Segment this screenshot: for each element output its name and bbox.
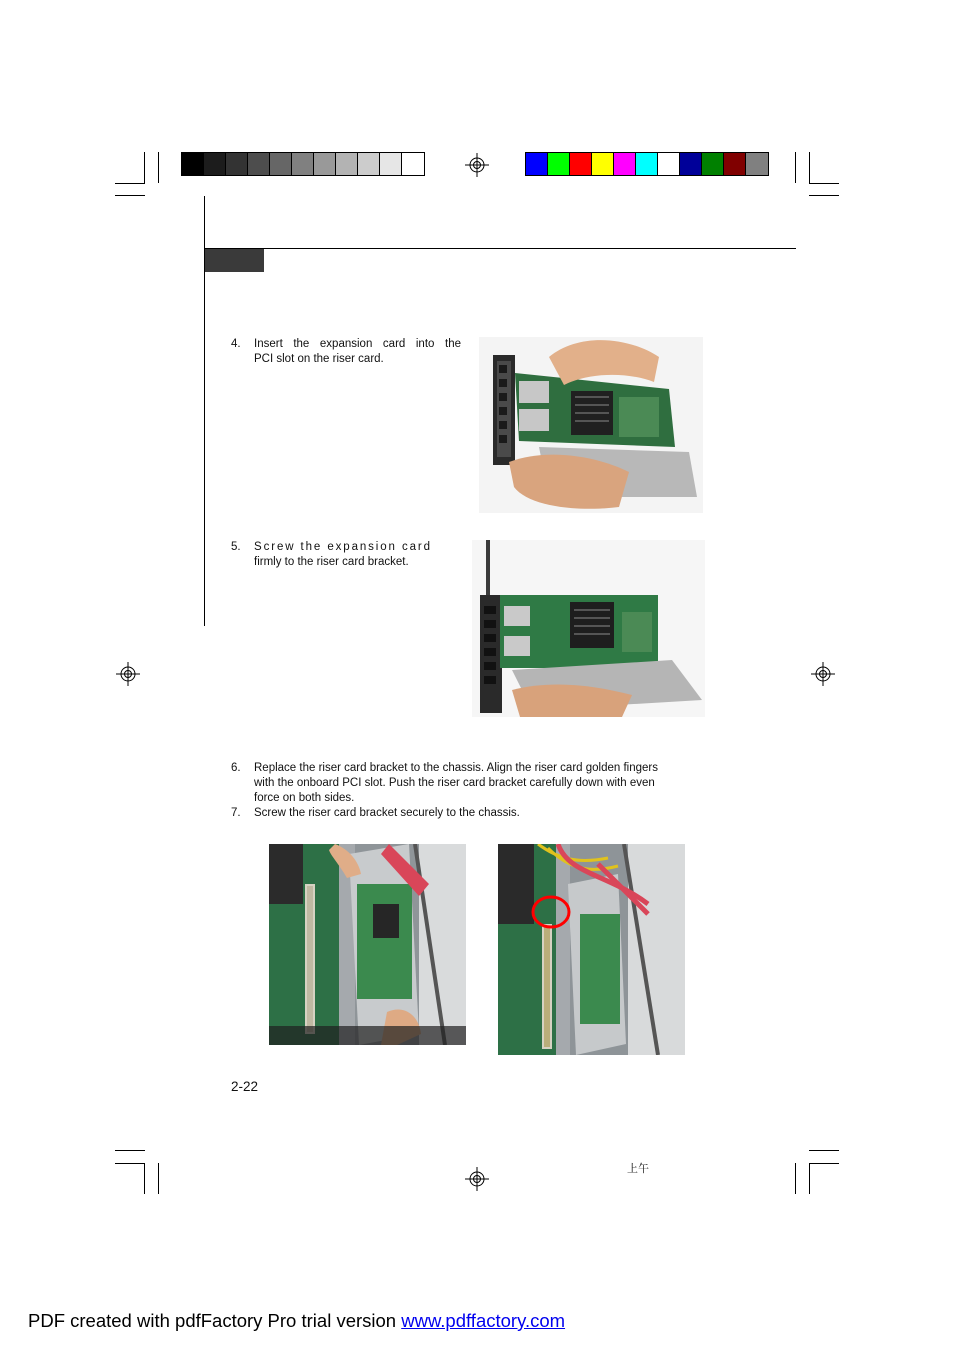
photo-screw-expansion-card [472,540,705,717]
step-6 [231,761,726,806]
registration-mark-icon [465,1167,489,1191]
photo-replace-riser-bracket [269,844,466,1045]
color-swatch [314,153,336,175]
header-rule [204,248,796,249]
color-swatch [636,153,658,175]
color-swatch [592,153,614,175]
color-swatch [548,153,570,175]
step-number: 6. [231,762,241,774]
color-swatch [248,153,270,175]
color-swatch [358,153,380,175]
step-text-line: PCI slot on the riser card. [254,353,384,365]
color-bar [525,152,769,176]
color-swatch [402,153,424,175]
step-text-line: Replace the riser card bracket to the chassis. Align the riser card golden fingers [254,762,658,774]
registration-mark-icon [811,662,835,686]
color-swatch [380,153,402,175]
registration-mark-icon [465,153,489,177]
step-number: 7. [231,807,241,819]
color-swatch [570,153,592,175]
step-5 [231,540,439,570]
step-text-line: Screw the riser card bracket securely to the chassis. [254,807,520,819]
color-swatch [724,153,746,175]
color-swatch [182,153,204,175]
color-swatch [336,153,358,175]
color-swatch [292,153,314,175]
color-swatch [526,153,548,175]
color-swatch [702,153,724,175]
stray-mark: 上午 [627,1163,649,1175]
photo-insert-expansion-card [479,337,703,513]
step-text-line: Screw the expansion card [254,541,432,553]
header-tab [205,249,264,272]
color-swatch [746,153,768,175]
step-text-line: firmly to the riser card bracket. [254,556,409,568]
footer-link[interactable]: www.pdffactory.com [401,1310,566,1331]
step-4 [231,337,461,367]
color-swatch [270,153,292,175]
pdf-footer [28,1310,565,1332]
color-swatch [680,153,702,175]
grayscale-bar [181,152,425,176]
footer-text: PDF created with pdfFactory Pro trial version [28,1310,402,1331]
step-7 [231,806,726,821]
step-number: 5. [231,541,241,553]
registration-mark-icon [116,662,140,686]
step-text-line: with the onboard PCI slot. Push the riser card bracket carefully down with even [254,777,655,789]
color-swatch [614,153,636,175]
step-text-line: Insert the expansion card into the [254,338,461,350]
step-text-line: force on both sides. [254,792,355,804]
step-number: 4. [231,338,241,350]
color-swatch [204,153,226,175]
color-swatch [226,153,248,175]
page-number: 2-22 [231,1079,259,1094]
photo-screw-riser-bracket [498,844,685,1055]
color-swatch [658,153,680,175]
